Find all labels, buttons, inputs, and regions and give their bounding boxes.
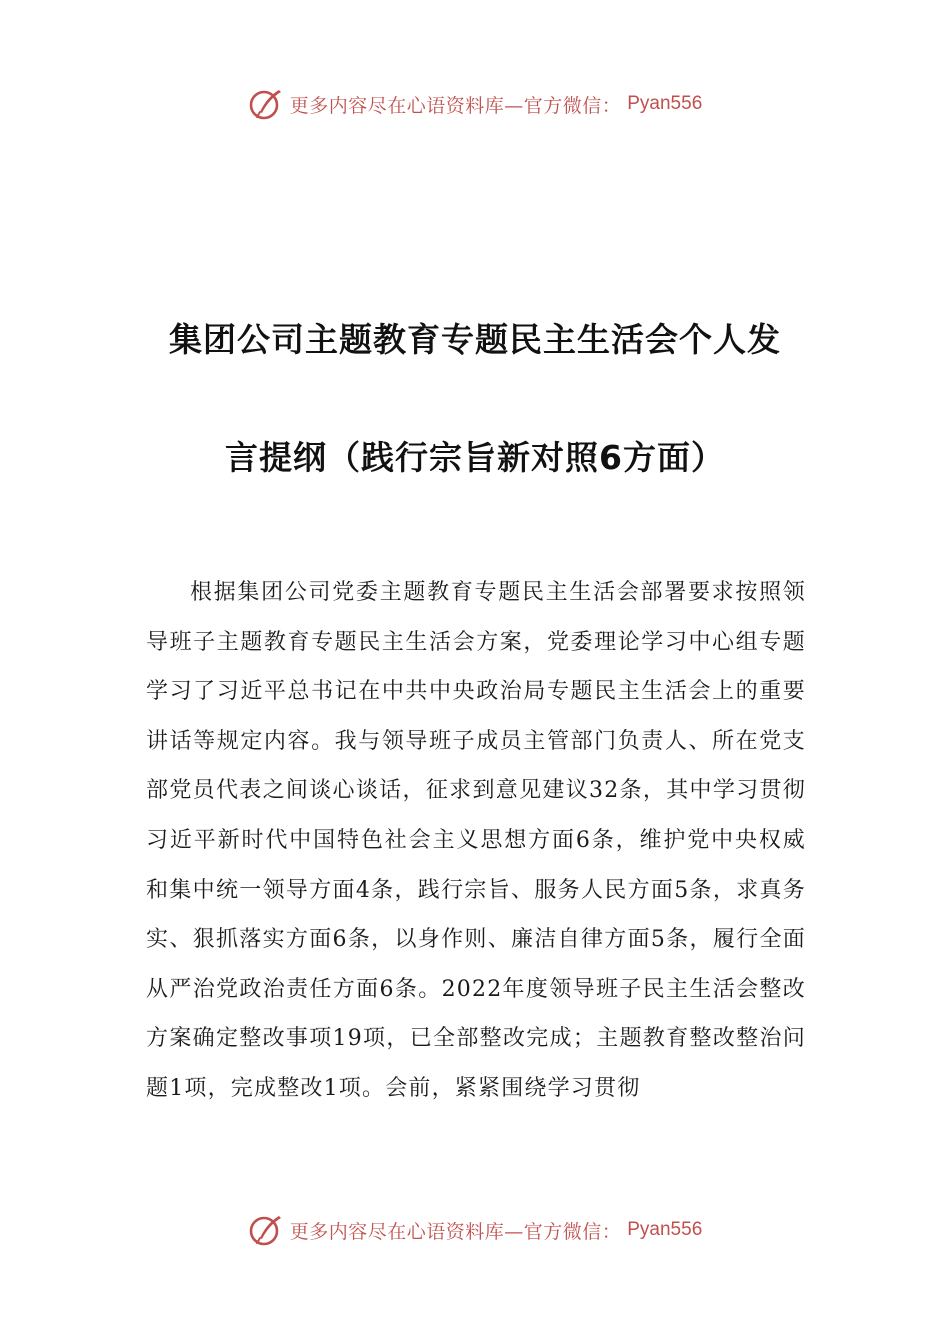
document-title-line-1: 集团公司主题教育专题民主生活会个人发 — [169, 320, 781, 359]
quill-logo-icon — [248, 1212, 284, 1248]
footer-watermark — [0, 1208, 950, 1252]
watermark-text: 更多内容尽在心语资料库—官方微信： — [289, 94, 622, 117]
document-title-line-2: 言提纲（践行宗旨新对照6方面） — [225, 438, 725, 477]
header-watermark — [0, 82, 950, 126]
watermark-wechat-id: Pyan556 — [627, 1219, 703, 1240]
watermark-wechat-id: Pyan556 — [627, 93, 703, 114]
watermark-text: 更多内容尽在心语资料库—官方微信： — [289, 1220, 622, 1243]
quill-logo-icon — [248, 86, 284, 122]
body-paragraph: 根据集团公司党委主题教育专题民主生活会部署要求按照领导班子主题教育专题民主生活会方案，党委理论学习中心组专题学习了习近平总书记在中共中央政治局专题民主生活会上的重要讲话等规定内容。我与领导班子成员主管部门负责人、所在党支部党员代表之间谈心谈话，征求到意见建议32条，其中学习贯彻习近平新时代中国特色社会主义思想方面6条，维护党中央权威和集中统一领导方面4条，践行宗旨、服务人民方面5条，求真务实、狠抓落实方面6条，以身作则、廉洁自律方面5条，履行全面从严治党政治责任方面6条。2022年度领导班子民主生活会整改方案确定整改事项19项，已全部整改完成；主题教育整改整治问题1项，完成整改1项。会前，紧紧围绕学习贯彻 — [146, 580, 806, 1101]
